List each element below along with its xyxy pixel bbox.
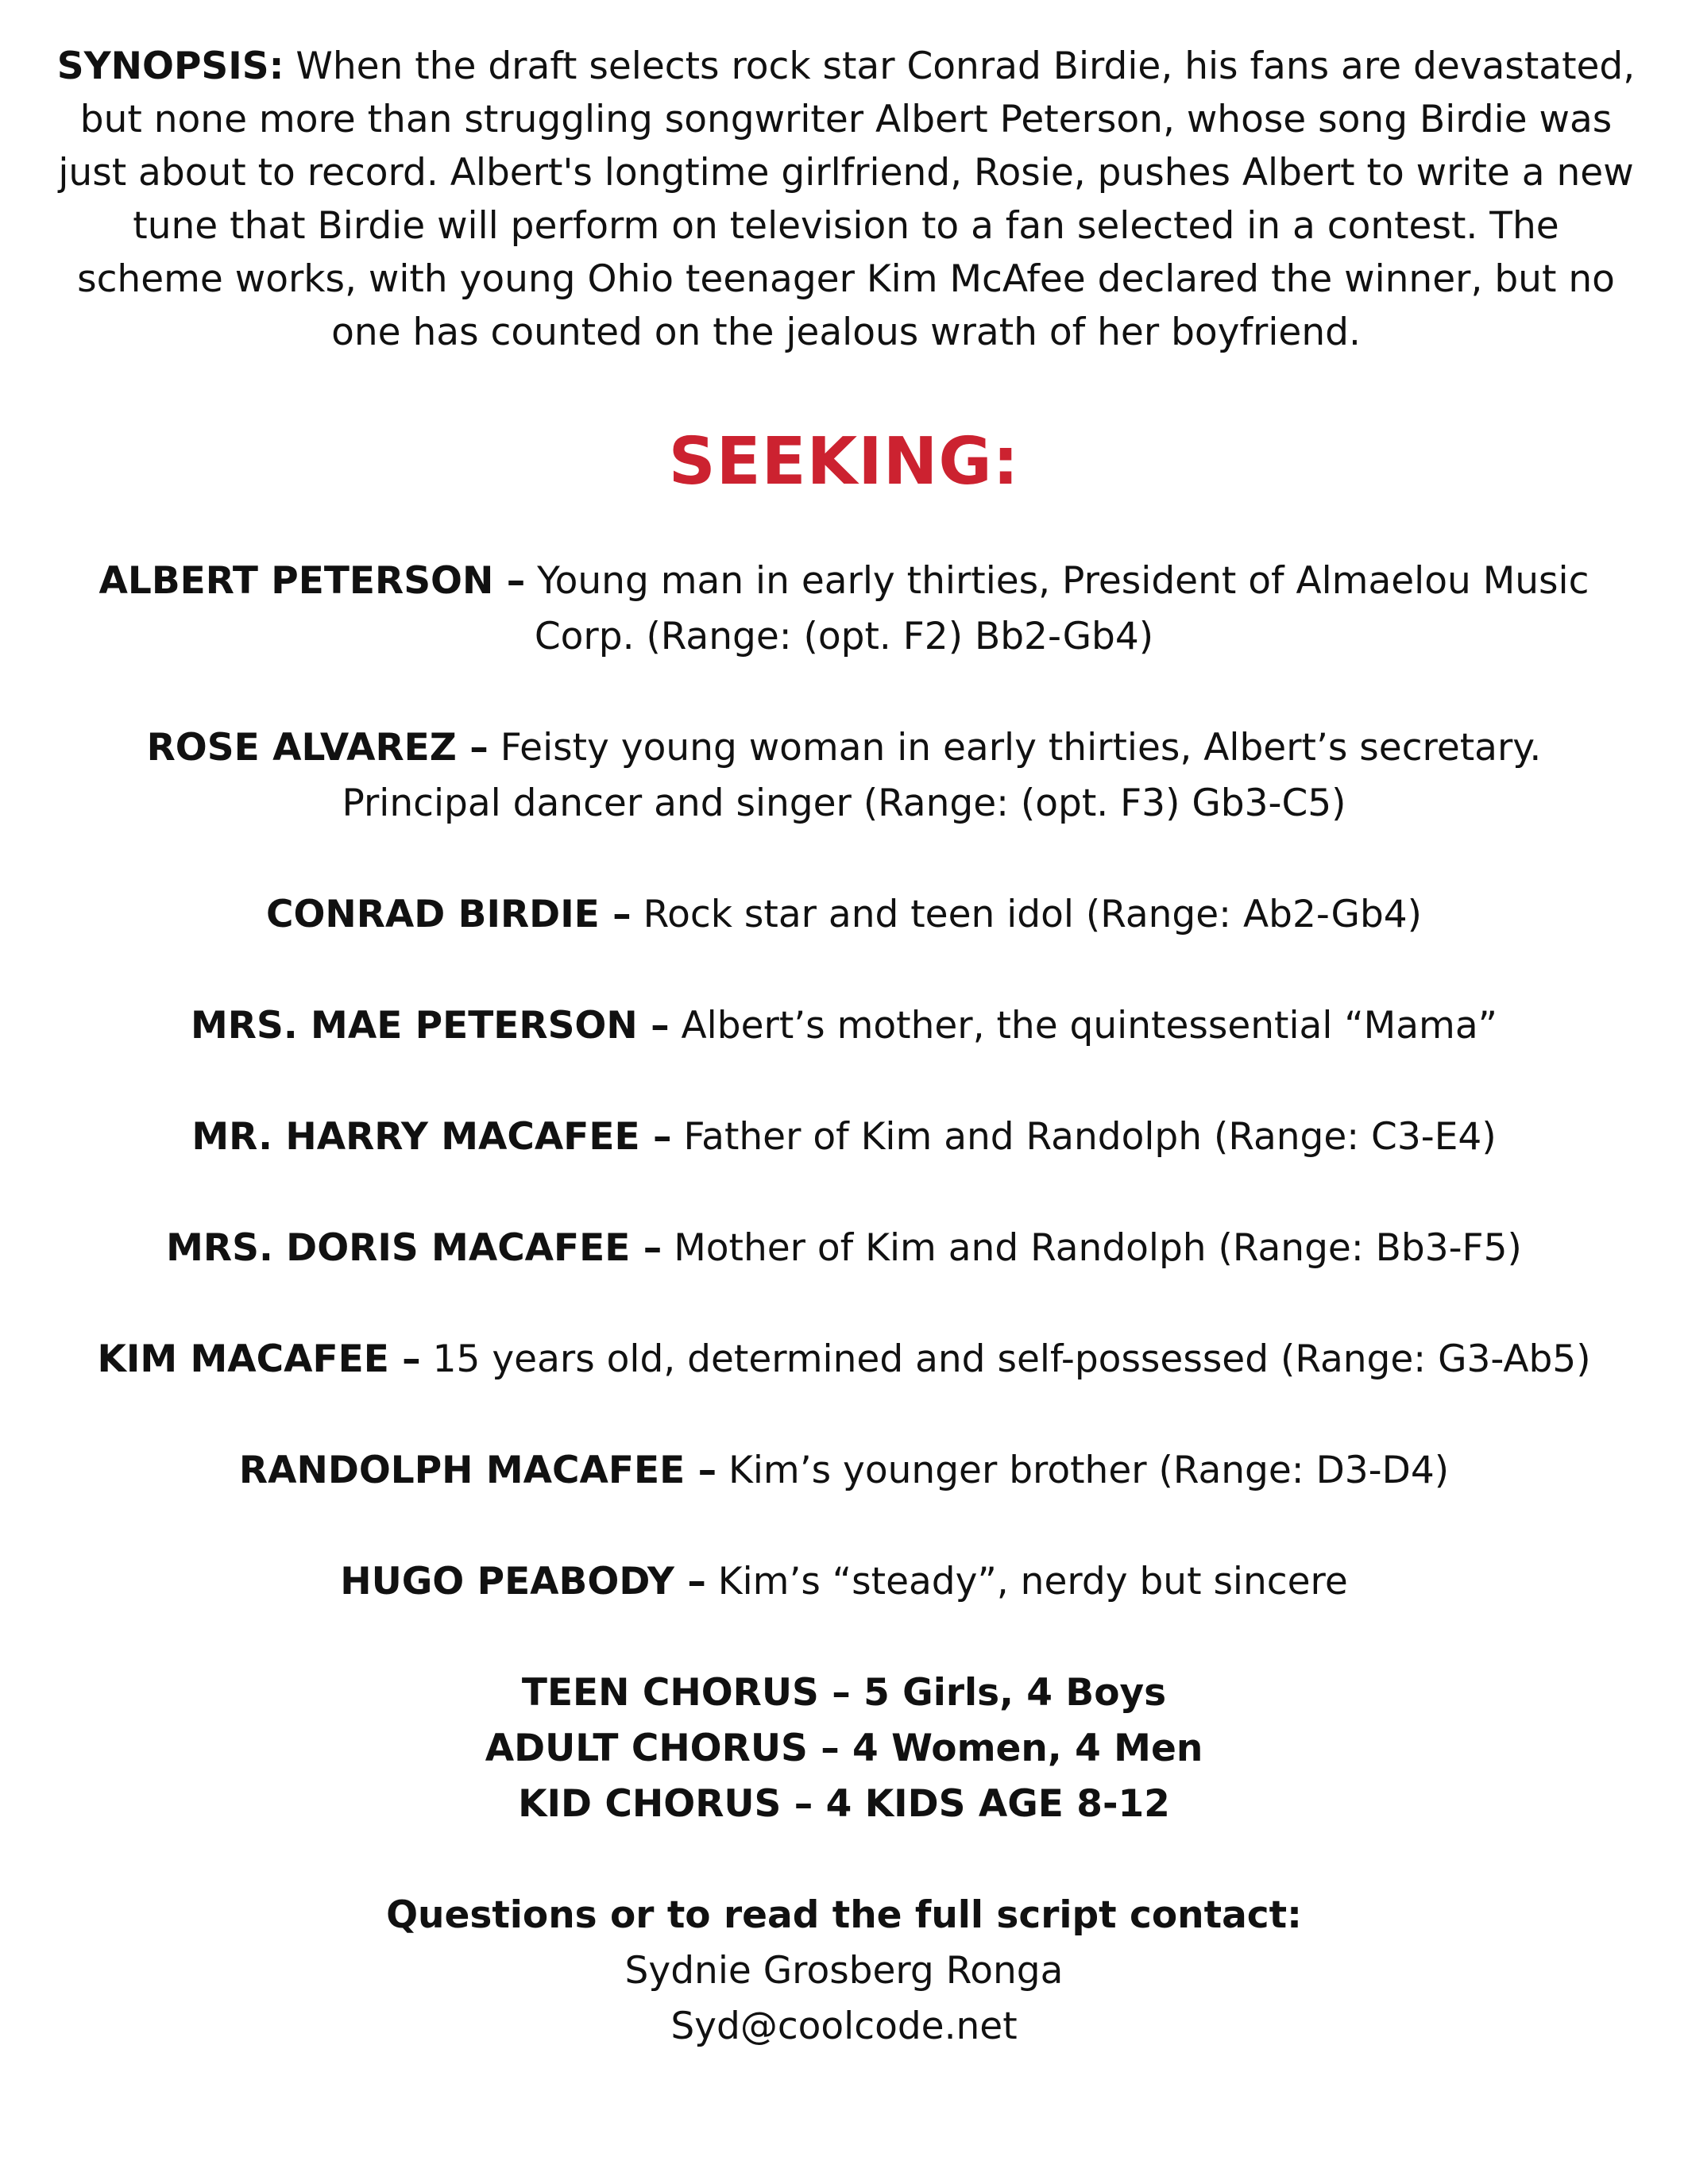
role-description: Kim’s younger brother (Range: D3-D4) bbox=[728, 1449, 1450, 1492]
role-name: MRS. DORIS MACAFEE – bbox=[166, 1226, 662, 1270]
role-name: MRS. MAE PETERSON – bbox=[191, 1004, 670, 1048]
role-name: ALBERT PETERSON – bbox=[98, 559, 526, 603]
role-description: Mother of Kim and Randolph (Range: Bb3-F5) bbox=[674, 1226, 1522, 1270]
synopsis-text: When the draft selects rock star Conrad Birdie, his fans are devastated, but none more than struggling songwriter Albert Peterson, whose song Birdie was just about to record. Albert's longtime girlfriend, Rosie, pushes Albert to write a new tune that Birdie will perform on television to a fan selected in a contest. The scheme works, with young Ohio teenager Kim McAfee declared the winner, but no one has counted on the jealous wrath of her boyfriend. bbox=[58, 44, 1636, 354]
role-description: Feisty young woman in early thirties, Albert’s secretary. Principal dancer and singer (Range: (opt. F3) Gb3-C5) bbox=[342, 726, 1542, 825]
role-name: ROSE ALVAREZ – bbox=[146, 726, 489, 770]
chorus-adult: ADULT CHORUS – 4 Women, 4 Men bbox=[485, 1727, 1203, 1770]
contact-heading: Questions or to read the full script contact: bbox=[386, 1893, 1302, 1937]
role-name: HUGO PEABODY – bbox=[340, 1560, 706, 1603]
role-randolph-macafee bbox=[66, 1443, 1623, 1499]
role-rose-alvarez bbox=[66, 720, 1623, 832]
role-mae-peterson bbox=[66, 998, 1623, 1054]
contact-email: Syd@coolcode.net bbox=[670, 2005, 1018, 2048]
role-description: Father of Kim and Randolph (Range: C3-E4) bbox=[683, 1115, 1497, 1159]
role-kim-macafee bbox=[66, 1332, 1623, 1387]
role-name: RANDOLPH MACAFEE – bbox=[238, 1449, 717, 1492]
role-description: 15 years old, determined and self-possessed (Range: G3-Ab5) bbox=[432, 1337, 1591, 1381]
role-name: KIM MACAFEE – bbox=[97, 1337, 421, 1381]
role-description: Young man in early thirties, President of Almaelou Music Corp. (Range: (opt. F2) Bb2-Gb4) bbox=[534, 559, 1590, 658]
contact-section bbox=[56, 1888, 1632, 2055]
role-description: Rock star and teen idol (Range: Ab2-Gb4) bbox=[643, 893, 1423, 936]
synopsis-paragraph bbox=[56, 40, 1636, 359]
role-doris-macafee bbox=[66, 1221, 1623, 1276]
role-description: Albert’s mother, the quintessential “Mama” bbox=[681, 1004, 1497, 1048]
chorus-kid: KID CHORUS – 4 KIDS AGE 8-12 bbox=[518, 1782, 1170, 1826]
role-conrad-birdie bbox=[66, 887, 1623, 943]
seeking-heading: SEEKING: bbox=[668, 424, 1020, 500]
role-hugo-peabody bbox=[66, 1554, 1623, 1610]
role-description: Kim’s “steady”, nerdy but sincere bbox=[717, 1560, 1348, 1603]
role-albert-peterson bbox=[66, 554, 1623, 665]
role-harry-macafee bbox=[66, 1109, 1623, 1165]
synopsis-label: SYNOPSIS: bbox=[56, 44, 284, 88]
chorus-list bbox=[56, 1665, 1632, 1832]
chorus-teen: TEEN CHORUS – 5 Girls, 4 Boys bbox=[521, 1671, 1167, 1715]
role-name: MR. HARRY MACAFEE – bbox=[191, 1115, 672, 1159]
contact-name: Sydnie Grosberg Ronga bbox=[624, 1949, 1064, 1993]
role-name: CONRAD BIRDIE – bbox=[265, 893, 632, 936]
